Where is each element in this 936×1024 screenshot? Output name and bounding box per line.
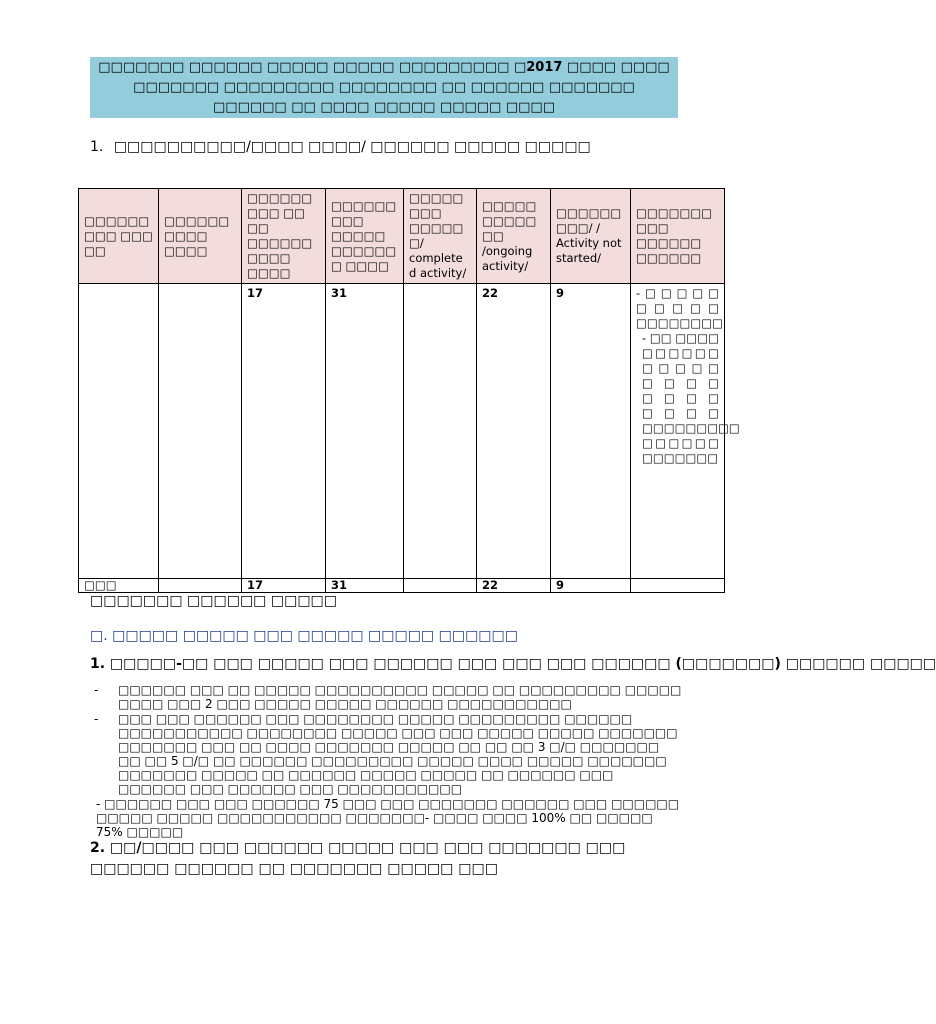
section-1-number: 1. bbox=[90, 139, 104, 155]
remarks-cell bbox=[631, 284, 740, 579]
total-label: □□□ bbox=[79, 579, 159, 593]
title-line-3: □□□□□□ □□ □□□□ □□□□□ □□□□□ □□□□ bbox=[213, 100, 555, 115]
table-cell: 17 bbox=[242, 284, 326, 579]
table-cell: 17 bbox=[242, 579, 326, 593]
document-title-banner bbox=[90, 57, 678, 118]
table-row bbox=[79, 284, 725, 579]
table-cell bbox=[159, 284, 242, 579]
section-1-heading bbox=[90, 139, 591, 155]
list-item: - □□□ □□□ □□□□□□ □□□ □□□□□□□□ □□□□□ □□□□□□□□□ □□□□□□ □□□□□□□□□□□ □□□□□□□□ □□□□□ □□□ □□□ □□□□□ □□□□□ □□□□□□□ □□□□□□□ □□□ □□ □□□□ □□□□□□□ □□□□□ □□ □□ □□ 3 □/□ □□□□□□□ □□ □□ 5 □/□ □□ □□□□□□ □□□□□□□□□ □□□□□ □□□□ □□□□□ □□□□□□□ □□□□□□□ □□□□□ □□ □□□□□□ □□□□□ □□□□□ □□ □□□□□□ □□□ □□□□□□ □□□ □□□□□□ □□□ □□□□□□□□□□□ bbox=[94, 712, 678, 796]
table-cell: 9 bbox=[551, 284, 631, 579]
title-line-2: □□□□□□□ □□□□□□□□□ □□□□□□□□ □□ □□□□□□ □□□□□□□ bbox=[133, 80, 635, 95]
point-1-heading: 1. □□□□□-□□ □□□ □□□□□ □□□ □□□□□□ □□□ □□□ □□□ □□□□□□ (□□□□□□□) □□□□□□ □□□□□ bbox=[90, 656, 936, 672]
subsection-heading: □. □□□□□ □□□□□ □□□ □□□□□ □□□□□ □□□□□□ bbox=[90, 628, 518, 644]
table-cell bbox=[404, 284, 477, 579]
list-item-text: □□□□□□ □□□ □□ □□□□□ □□□□□□□□□□ □□□□□ □□ □□□□□□□□□ □□□□□ □□□□ □□□ 2 □□□ □□□□□ □□□□□ □□□□□□ □□□□□□□□□□□ bbox=[118, 683, 682, 711]
point-1-bullet-list bbox=[92, 683, 682, 839]
table-header-cell: □□□□□□□□□□ □□□□□□ □□□□□□ bbox=[631, 189, 725, 284]
table-header-cell: □□□□□□□□□/ / Activity not started/ bbox=[551, 189, 631, 284]
table-cell bbox=[159, 579, 242, 593]
table-header-row bbox=[79, 189, 725, 284]
remark-item: -□□□□□ □□□□□ □□□□□□□□ bbox=[636, 286, 723, 330]
table-cell: 9 bbox=[551, 579, 631, 593]
list-item: - □□□□□□ □□□ □□ □□□□□ □□□□□□□□□□ □□□□□ □□ □□□□□□□□□ □□□□□ □□□□ □□□ 2 □□□ □□□□□ □□□□□ □□□□□□ □□□□□□□□□□□ bbox=[94, 683, 682, 711]
table-cell: 22 bbox=[477, 284, 551, 579]
table-cell bbox=[631, 579, 725, 593]
table-header-cell: □□□□□□□□□ □□□□□ □□□□□□□ □□□□ bbox=[326, 189, 404, 284]
activity-status-table bbox=[78, 188, 740, 593]
section-1-title: □□□□□□□□□□/□□□□ □□□□/ □□□□□□ □□□□□ □□□□□ bbox=[113, 139, 591, 155]
table-total-row bbox=[79, 579, 725, 593]
list-item-text: □□□ □□□ □□□□□□ □□□ □□□□□□□□ □□□□□ □□□□□□□□□ □□□□□□ □□□□□□□□□□□ □□□□□□□□ □□□□□ □□□ □□□ □□□□□ □□□□□ □□□□□□□ □□□□□□□ □□□ □□ □□□□ □□□□□□□ □□□□□ □□ □□ □□ 3 □/□ □□□□□□□ □□ □□ 5 □/□ □□ □□□□□□ □□□□□□□□□ □□□□□ □□□□ □□□□□ □□□□□□□ □□□□□□□ □□□□□ □□ □□□□□□ □□□□□ □□□□□ □□ □□□□□□ □□□ □□□□□□ □□□ □□□□□□ □□□ □□□□□□□□□□□ bbox=[118, 712, 678, 796]
list-item: - □□□□□□ □□□ □□□ □□□□□□ 75 □□□ □□□ □□□□□□□ □□□□□□ □□□ □□□□□□ □□□□□ □□□□□ □□□□□□□□□□□ □□□□□□□- □□□□ □□□□ 100% □□ □□□□□ 75% □□□□□ bbox=[96, 797, 680, 839]
remark-item: - □□ □□□□ □□□□□□ □□□□□ □□□□ □□□□ □□□□ □□□□□□□□□ □□□□□□ □□□□□□□ bbox=[642, 331, 740, 465]
table-header-cell: □□□□□□□□□ □□ □□ □□□□□□□□□□ □□□□ bbox=[242, 189, 326, 284]
table-header-cell: □□□□□□□□ □□□□□□/ complete d activity/ bbox=[404, 189, 477, 284]
table-cell: 31 bbox=[326, 284, 404, 579]
title-line-1: □□□□□□□ □□□□□□ □□□□□ □□□□□ □□□□□□□□□ □2017 □□□□ □□□□ bbox=[98, 60, 670, 75]
table-cell bbox=[79, 284, 159, 579]
table-cell bbox=[404, 579, 477, 593]
point-2-heading: 2. □□/□□□□ □□□ □□□□□□ □□□□□ □□□ □□□ □□□□□□□ □□□ □□□□□□ □□□□□□ □□ □□□□□□□ □□□□□ □□□ bbox=[90, 840, 626, 877]
table-cell: 22 bbox=[477, 579, 551, 593]
table-header-cell: □□□□□□□□□□ □□ /ongoing activity/ bbox=[477, 189, 551, 284]
table-cell: 31 bbox=[326, 579, 404, 593]
table-header-cell: □□□□□□ □□□ □□□ □□ bbox=[79, 189, 159, 284]
table-header-cell: □□□□□□□□□□ □□□□ bbox=[159, 189, 242, 284]
after-table-text: □□□□□□□ □□□□□□ □□□□□ bbox=[90, 593, 337, 609]
